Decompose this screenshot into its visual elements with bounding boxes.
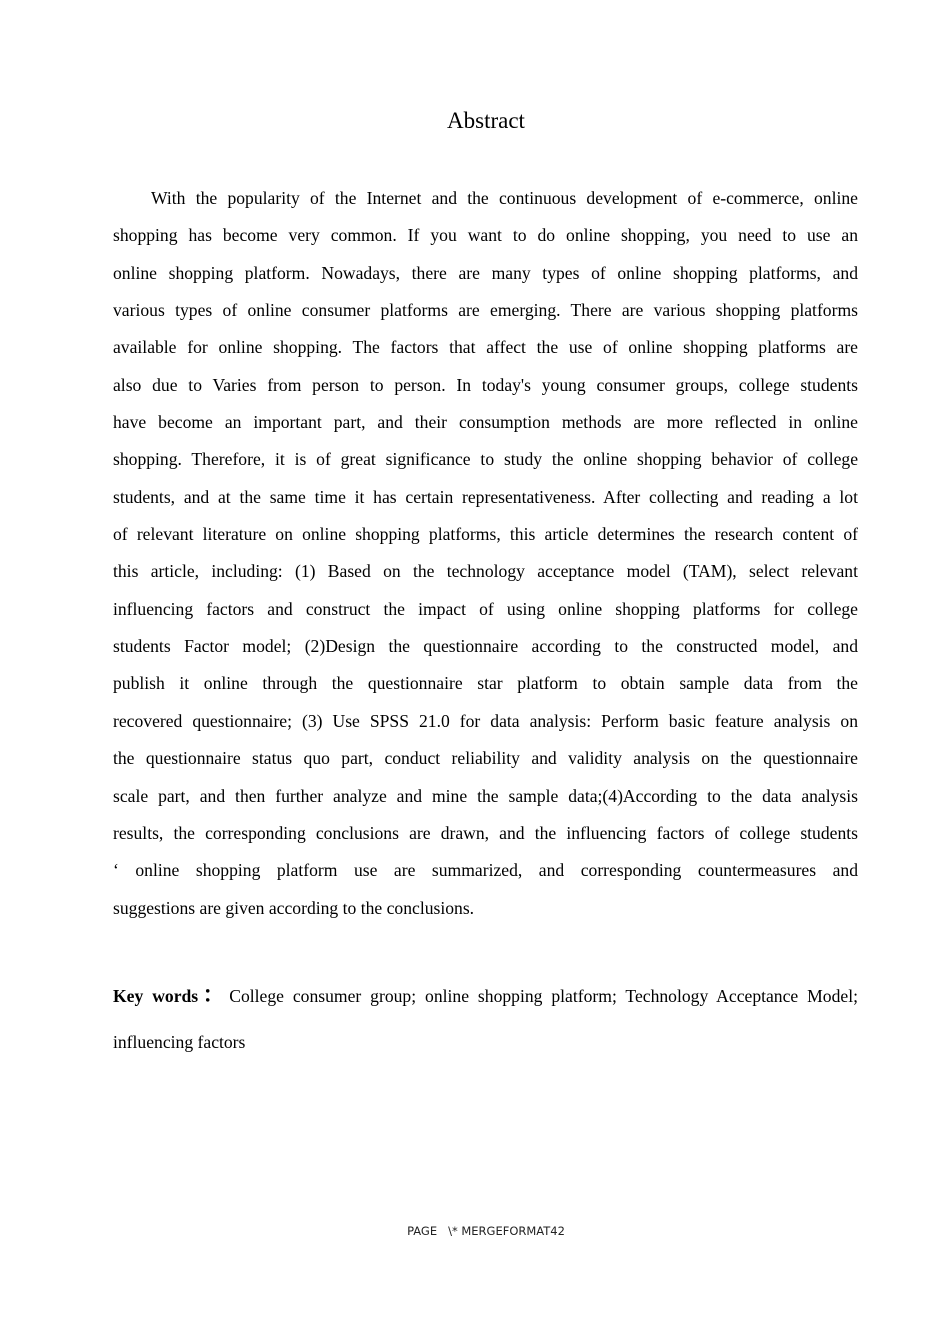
abstract-line: also due to Varies from person to person. In today's young consumer groups, college students: [113, 374, 858, 395]
abstract-line: of relevant literature on online shopping platforms, this article determines the research content of: [113, 524, 858, 545]
abstract-line: influencing factors and construct the impact of using online shopping platforms for college: [113, 598, 858, 619]
keywords-label: Key words: [113, 986, 199, 1006]
abstract-line: shopping has become very common. If you want to do online shopping, you need to use an: [113, 225, 858, 246]
abstract-line: available for online shopping. The factors that affect the use of online shopping platforms are: [113, 337, 858, 358]
abstract-line: this article, including: (1) Based on the technology acceptance model (TAM), select relevant: [113, 561, 858, 582]
abstract-line: suggestions are given according to the conclusions.: [113, 897, 475, 918]
abstract-line: ‘ online shopping platform use are summarized, and corresponding countermeasures and: [113, 860, 858, 881]
keywords-list-continued: influencing factors: [113, 1032, 246, 1052]
abstract-line: publish it online through the questionnaire star platform to obtain sample data from the: [113, 673, 858, 694]
abstract-line: students Factor model; (2)Design the questionnaire according to the constructed model, and: [113, 636, 858, 657]
abstract-line: recovered questionnaire; (3) Use SPSS 21.0 for data analysis: Perform basic feature analysis on: [113, 710, 858, 731]
keywords-section: [113, 982, 858, 1055]
keywords-line: [113, 982, 858, 1029]
abstract-line: the questionnaire status quo part, conduct reliability and validity analysis on the questionnaire: [113, 748, 858, 769]
keywords-list: College consumer group; online shopping platform; Technology Acceptance Model;: [229, 986, 858, 1006]
abstract-line: scale part, and then further analyze and mine the sample data;(4)According to the data analysis: [113, 785, 858, 806]
abstract-title: Abstract: [447, 108, 525, 133]
abstract-body: [113, 185, 858, 932]
abstract-line: various types of online consumer platforms are emerging. There are various shopping platforms: [113, 300, 858, 321]
abstract-line: With the popularity of the Internet and the continuous development of e-commerce, online: [151, 188, 858, 208]
abstract-line: results, the corresponding conclusions are drawn, and the influencing factors of college students: [113, 822, 858, 843]
keywords-colon: ：: [198, 982, 230, 1007]
abstract-line: shopping. Therefore, it is of great significance to study the online shopping behavior of college: [113, 449, 858, 470]
abstract-line: have become an important part, and their consumption methods are more reflected in online: [113, 412, 858, 433]
abstract-line: students, and at the same time it has certain representativeness. After collecting and reading a lot: [113, 486, 858, 507]
abstract-line: online shopping platform. Nowadays, there are many types of online shopping platforms, and: [113, 262, 858, 283]
page-footer-field: PAGE \* MERGEFORMAT42: [407, 1224, 565, 1238]
